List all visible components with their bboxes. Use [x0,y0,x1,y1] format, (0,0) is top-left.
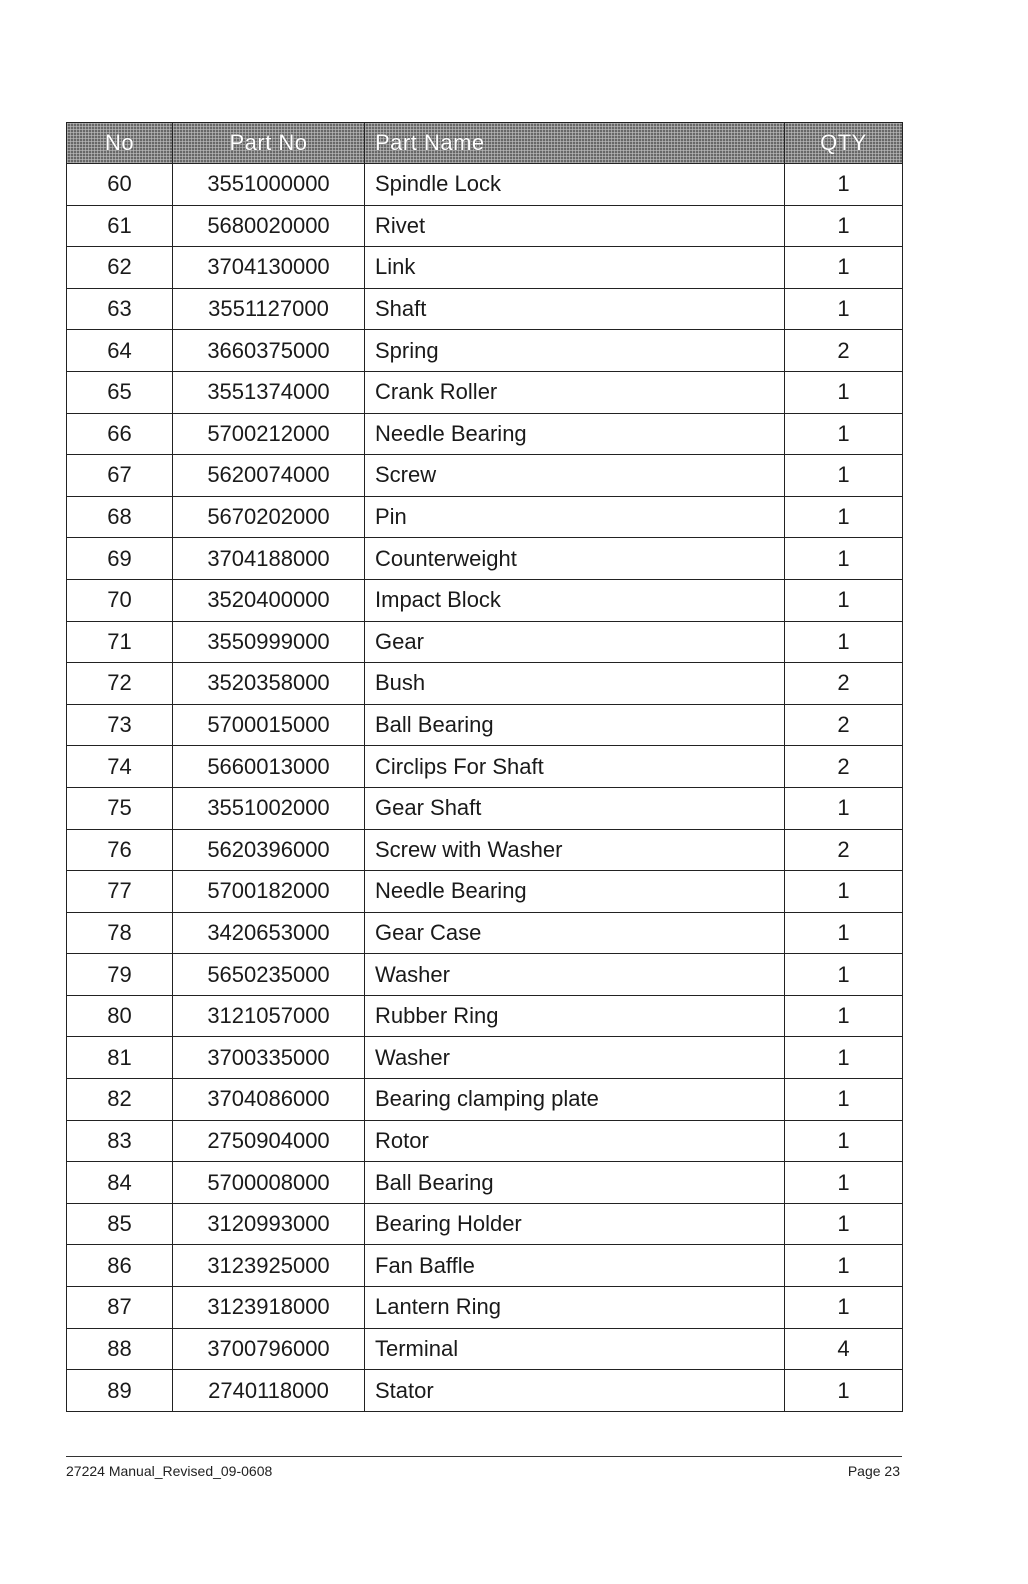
cell-part-name: Bush [365,663,785,705]
cell-part-no: 2740118000 [173,1370,365,1412]
cell-qty: 1 [785,413,903,455]
cell-part-no: 5680020000 [173,205,365,247]
cell-no: 78 [67,912,173,954]
cell-qty: 1 [785,1203,903,1245]
header-part-name: Part Name [365,123,785,164]
cell-no: 68 [67,496,173,538]
table-row [67,164,903,206]
cell-qty: 1 [785,787,903,829]
footer-document-name: 27224 Manual_Revised_09-0608 [66,1463,273,1479]
cell-part-no: 5620396000 [173,829,365,871]
cell-part-no: 3123918000 [173,1287,365,1329]
cell-qty: 1 [785,1120,903,1162]
table-row [67,746,903,788]
cell-no: 63 [67,288,173,330]
cell-no: 85 [67,1203,173,1245]
cell-qty: 1 [785,205,903,247]
table-header [67,123,903,164]
cell-part-no: 3420653000 [173,912,365,954]
cell-part-name: Screw [365,455,785,497]
cell-qty: 1 [785,1162,903,1204]
cell-part-name: Spring [365,330,785,372]
cell-no: 83 [67,1120,173,1162]
cell-part-no: 3551374000 [173,371,365,413]
cell-qty: 1 [785,1287,903,1329]
cell-qty: 1 [785,954,903,996]
cell-qty: 1 [785,496,903,538]
cell-part-name: Gear [365,621,785,663]
footer-page-number: Page 23 [847,1463,900,1479]
cell-qty: 1 [785,912,903,954]
cell-no: 73 [67,704,173,746]
cell-no: 70 [67,579,173,621]
cell-qty: 4 [785,1328,903,1370]
cell-no: 87 [67,1287,173,1329]
cell-part-no: 3700796000 [173,1328,365,1370]
table-row [67,829,903,871]
footer-divider [66,1456,902,1457]
cell-part-name: Ball Bearing [365,704,785,746]
cell-part-no: 3660375000 [173,330,365,372]
table-row [67,1328,903,1370]
cell-no: 81 [67,1037,173,1079]
cell-part-name: Circlips For Shaft [365,746,785,788]
cell-qty: 2 [785,829,903,871]
cell-part-name: Fan Baffle [365,1245,785,1287]
cell-part-no: 5700182000 [173,871,365,913]
table-row [67,954,903,996]
cell-part-name: Terminal [365,1328,785,1370]
header-part-no: Part No [173,123,365,164]
cell-no: 72 [67,663,173,705]
cell-part-name: Washer [365,954,785,996]
table-row [67,704,903,746]
cell-part-no: 5660013000 [173,746,365,788]
table-row [67,1120,903,1162]
cell-qty: 1 [785,1037,903,1079]
cell-no: 77 [67,871,173,913]
table-row [67,1245,903,1287]
table-row [67,912,903,954]
cell-part-name: Needle Bearing [365,413,785,455]
cell-qty: 2 [785,330,903,372]
table-row [67,1287,903,1329]
cell-part-name: Washer [365,1037,785,1079]
cell-qty: 1 [785,455,903,497]
table-row [67,1370,903,1412]
cell-no: 60 [67,164,173,206]
cell-part-no: 3120993000 [173,1203,365,1245]
cell-part-name: Rivet [365,205,785,247]
table-body [67,164,903,1412]
cell-part-no: 3550999000 [173,621,365,663]
cell-qty: 1 [785,164,903,206]
table-row [67,787,903,829]
cell-no: 71 [67,621,173,663]
table-row [67,663,903,705]
cell-qty: 1 [785,579,903,621]
cell-qty: 1 [785,995,903,1037]
cell-part-name: Stator [365,1370,785,1412]
parts-table [66,122,903,1412]
table-row [67,371,903,413]
cell-qty: 1 [785,288,903,330]
cell-part-name: Impact Block [365,579,785,621]
table-row [67,330,903,372]
table-row [67,247,903,289]
table-row [67,995,903,1037]
cell-part-name: Rubber Ring [365,995,785,1037]
cell-no: 82 [67,1079,173,1121]
table-row [67,1162,903,1204]
cell-part-no: 5700015000 [173,704,365,746]
table-row [67,538,903,580]
cell-part-name: Lantern Ring [365,1287,785,1329]
cell-part-no: 5700008000 [173,1162,365,1204]
cell-part-no: 3551127000 [173,288,365,330]
cell-part-no: 3551000000 [173,164,365,206]
header-qty: QTY [785,123,903,164]
table-row [67,413,903,455]
table-row [67,871,903,913]
cell-part-no: 2750904000 [173,1120,365,1162]
cell-no: 79 [67,954,173,996]
cell-part-no: 3704188000 [173,538,365,580]
cell-qty: 1 [785,871,903,913]
table-row [67,1037,903,1079]
table-row [67,205,903,247]
cell-part-name: Bearing Holder [365,1203,785,1245]
table-row [67,1079,903,1121]
cell-no: 74 [67,746,173,788]
cell-part-no: 3551002000 [173,787,365,829]
cell-part-name: Rotor [365,1120,785,1162]
cell-no: 69 [67,538,173,580]
cell-no: 64 [67,330,173,372]
cell-part-no: 3700335000 [173,1037,365,1079]
cell-qty: 1 [785,1079,903,1121]
cell-part-no: 5670202000 [173,496,365,538]
cell-qty: 2 [785,663,903,705]
cell-part-no: 3704130000 [173,247,365,289]
header-no: No [67,123,173,164]
table-row [67,288,903,330]
cell-no: 61 [67,205,173,247]
cell-no: 66 [67,413,173,455]
cell-part-name: Bearing clamping plate [365,1079,785,1121]
header-row [67,123,903,164]
table-row [67,455,903,497]
cell-part-no: 5650235000 [173,954,365,996]
cell-qty: 1 [785,1245,903,1287]
table-row [67,496,903,538]
cell-part-no: 5620074000 [173,455,365,497]
cell-part-name: Crank Roller [365,371,785,413]
cell-part-name: Ball Bearing [365,1162,785,1204]
cell-part-name: Shaft [365,288,785,330]
cell-qty: 1 [785,621,903,663]
cell-part-no: 3520400000 [173,579,365,621]
cell-no: 76 [67,829,173,871]
cell-part-no: 3520358000 [173,663,365,705]
cell-part-no: 3704086000 [173,1079,365,1121]
cell-part-no: 5700212000 [173,413,365,455]
table-row [67,1203,903,1245]
cell-qty: 1 [785,247,903,289]
cell-no: 88 [67,1328,173,1370]
cell-part-name: Needle Bearing [365,871,785,913]
cell-qty: 2 [785,704,903,746]
cell-qty: 1 [785,538,903,580]
cell-part-name: Gear Case [365,912,785,954]
table-row [67,579,903,621]
cell-qty: 1 [785,1370,903,1412]
table-row [67,621,903,663]
cell-no: 80 [67,995,173,1037]
cell-part-name: Screw with Washer [365,829,785,871]
cell-no: 75 [67,787,173,829]
cell-part-name: Counterweight [365,538,785,580]
cell-qty: 2 [785,746,903,788]
cell-no: 84 [67,1162,173,1204]
cell-part-name: Gear Shaft [365,787,785,829]
cell-no: 89 [67,1370,173,1412]
cell-no: 65 [67,371,173,413]
cell-no: 67 [67,455,173,497]
cell-no: 62 [67,247,173,289]
cell-part-name: Link [365,247,785,289]
cell-qty: 1 [785,371,903,413]
cell-no: 86 [67,1245,173,1287]
cell-part-no: 3121057000 [173,995,365,1037]
cell-part-no: 3123925000 [173,1245,365,1287]
cell-part-name: Spindle Lock [365,164,785,206]
cell-part-name: Pin [365,496,785,538]
